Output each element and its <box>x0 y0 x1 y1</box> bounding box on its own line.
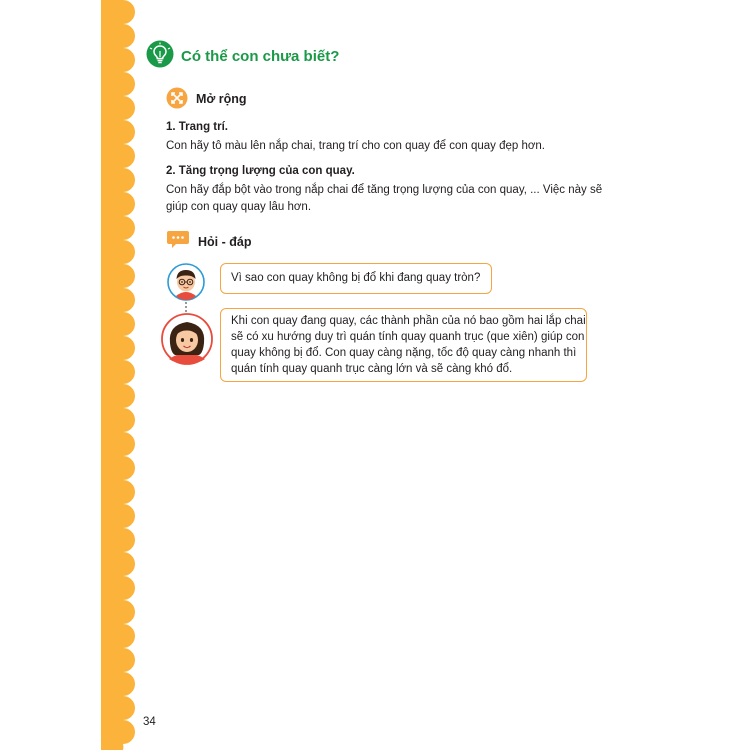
girl-avatar <box>161 313 213 365</box>
answer-line-2: sẽ có xu hướng duy trì quán tính quay quanh trục (que xiên) giúp con <box>231 331 585 343</box>
answer-line-1: Khi con quay đang quay, các thành phần của nó bao gồm hai lắp chai <box>231 315 586 327</box>
qa-title: Hỏi - đáp <box>198 235 252 249</box>
item-2-text-line-2: giúp con quay quay lâu hơn. <box>166 201 312 213</box>
extension-title: Mở rộng <box>196 92 247 106</box>
chat-bubble-icon <box>166 230 190 250</box>
question-text: Vì sao con quay không bị đổ khi đang quay tròn? <box>231 272 481 284</box>
answer-bubble <box>220 308 587 382</box>
item-1-text: Con hãy tô màu lên nắp chai, trang trí cho con quay để con quay đẹp hơn. <box>166 140 545 152</box>
question-bubble <box>220 263 492 294</box>
item-1-heading: 1. Trang trí. <box>166 121 228 133</box>
item-2-heading: 2. Tăng trọng lượng của con quay. <box>166 165 355 177</box>
section-title: Có thể con chưa biết? <box>181 48 340 65</box>
answer-line-4: quán tính quay quanh trục càng lớn và sẽ càng khó đổ. <box>231 363 513 375</box>
item-2-text-line-1: Con hãy đắp bột vào trong nắp chai để tăng trọng lượng của con quay, ... Việc này sẽ <box>166 184 603 196</box>
lightbulb-icon <box>146 40 174 68</box>
answer-line-3: quay không bị đổ. Con quay càng nặng, tốc độ quay càng nhanh thì <box>231 347 577 359</box>
page-number: 34 <box>143 716 156 728</box>
boy-avatar <box>167 263 205 301</box>
decorative-scalloped-border <box>101 0 135 750</box>
expand-arrows-icon <box>166 87 188 109</box>
